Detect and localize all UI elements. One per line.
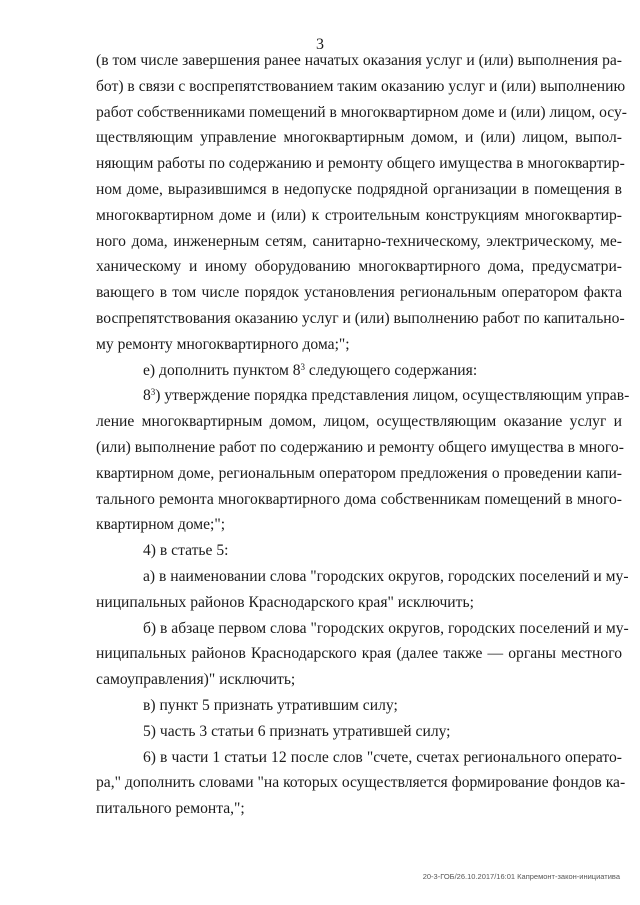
text-line-content: ра," дополнить словами "на которых осуществляется формирование фондов ка- xyxy=(96,774,626,792)
text-line-content: ниципальных районов Краснодарского края (далее также — органы местного xyxy=(96,645,622,663)
text-line xyxy=(96,745,622,771)
text-line xyxy=(96,306,625,332)
text-line-content: самоуправления)" исключить; xyxy=(96,671,296,689)
text-line-content: ществляющим управление многоквартирным домом, и (или) лицом, выпол- xyxy=(96,129,622,147)
text-line xyxy=(96,332,622,358)
text-line-content: 4) в статье 5: xyxy=(143,542,229,560)
text-line-content: питального ремонта,"; xyxy=(96,800,245,818)
text-line xyxy=(96,48,622,74)
text-line xyxy=(96,383,630,409)
text-line-content: ханическому и иному оборудованию многоквартирного дома, предусматри- xyxy=(96,258,622,276)
superscript-index: 3 xyxy=(150,387,156,398)
text-line-content: бот) в связи с воспрепятствованием таким оказанию услуг и (или) выполнению xyxy=(96,77,626,95)
text-line xyxy=(96,616,629,642)
text-line xyxy=(96,667,622,693)
text-line xyxy=(96,74,626,100)
text-line-continuation: следующего содержания: xyxy=(305,361,478,379)
text-line xyxy=(96,358,622,384)
text-line xyxy=(96,100,627,126)
text-line-content: няющим работы по содержанию и ремонту общего имущества в многоквартир- xyxy=(96,155,625,173)
text-line xyxy=(96,409,622,435)
text-line xyxy=(96,796,622,822)
text-line-content: б) в абзаце первом слова "городских округов, городских поселений и му- xyxy=(143,619,629,637)
text-line-content: 5) часть 3 статьи 6 признать утратившей силу; xyxy=(143,722,451,740)
text-line xyxy=(96,280,622,306)
text-line-content: квартирном доме;"; xyxy=(96,516,226,534)
text-line xyxy=(96,177,622,203)
text-line xyxy=(96,770,626,796)
text-line-content: в) пункт 5 признать утратившим силу; xyxy=(143,696,398,714)
text-line xyxy=(96,564,629,590)
document-body xyxy=(96,48,630,822)
text-line xyxy=(96,125,622,151)
text-line xyxy=(96,487,622,513)
text-line-content: а) в наименовании слова "городских округов, городских поселений и му- xyxy=(143,567,629,585)
superscript-index: 3 xyxy=(300,361,306,372)
text-line-content: квартирном доме, региональным оператором предложения о проведении капи- xyxy=(96,464,622,482)
text-line xyxy=(96,461,622,487)
text-line-content: ном доме, выразившимся в недопуске подрядной организации в помещения в xyxy=(96,180,622,198)
text-line xyxy=(96,719,622,745)
text-line xyxy=(96,512,622,538)
text-line xyxy=(96,435,622,461)
text-line-content: воспрепятствования оказанию услуг и (или) выполнению работ по капитально- xyxy=(96,309,625,327)
text-line xyxy=(96,641,622,667)
text-line xyxy=(96,203,622,229)
text-line-content: (в том числе завершения ранее начатых оказания услуг и (или) выполнения ра- xyxy=(96,52,622,69)
text-line xyxy=(96,254,622,280)
text-line-content: тального ремонта многоквартирного дома собственникам помещений в много- xyxy=(96,490,622,508)
text-line-content: 6) в части 1 статьи 12 после слов "счете, счетах регионального операто- xyxy=(143,748,622,766)
text-line-content: ного дома, инженерным сетям, санитарно-техническому, электрическому, ме- xyxy=(96,232,622,250)
text-line xyxy=(96,538,622,564)
text-line xyxy=(96,693,622,719)
text-line-content: работ собственниками помещений в многоквартирном доме и (или) лицом, осу- xyxy=(96,103,627,121)
text-line-content: му ремонту многоквартирного дома;"; xyxy=(96,335,350,353)
text-line xyxy=(96,229,622,255)
text-line xyxy=(96,590,622,616)
text-line xyxy=(96,151,625,177)
text-line-content: е) дополнить пунктом 8 xyxy=(143,361,301,379)
text-line-content: вающего в том числе порядок установления региональным оператором факта xyxy=(96,284,622,302)
page-number: 3 xyxy=(316,36,324,53)
text-line-content: 8 xyxy=(143,387,151,405)
text-line-content: (или) выполнение работ по содержанию и ремонту общего имущества в много- xyxy=(96,438,624,456)
text-line-content: ниципальных районов Краснодарского края" исключить; xyxy=(96,593,474,611)
text-line-content: ление многоквартирным домом, лицом, осуществляющим оказание услуг и xyxy=(96,413,622,431)
text-line-content: многоквартирном доме и (или) к строительным конструкциям многоквартир- xyxy=(96,206,622,224)
document-footer-stamp: 20-3-ГОБ/26.10.2017/16:01 Капремонт-закон-инициатива xyxy=(422,872,620,881)
text-line-continuation: ) утверждение порядка представления лицом, осуществляющим управ- xyxy=(155,387,630,405)
